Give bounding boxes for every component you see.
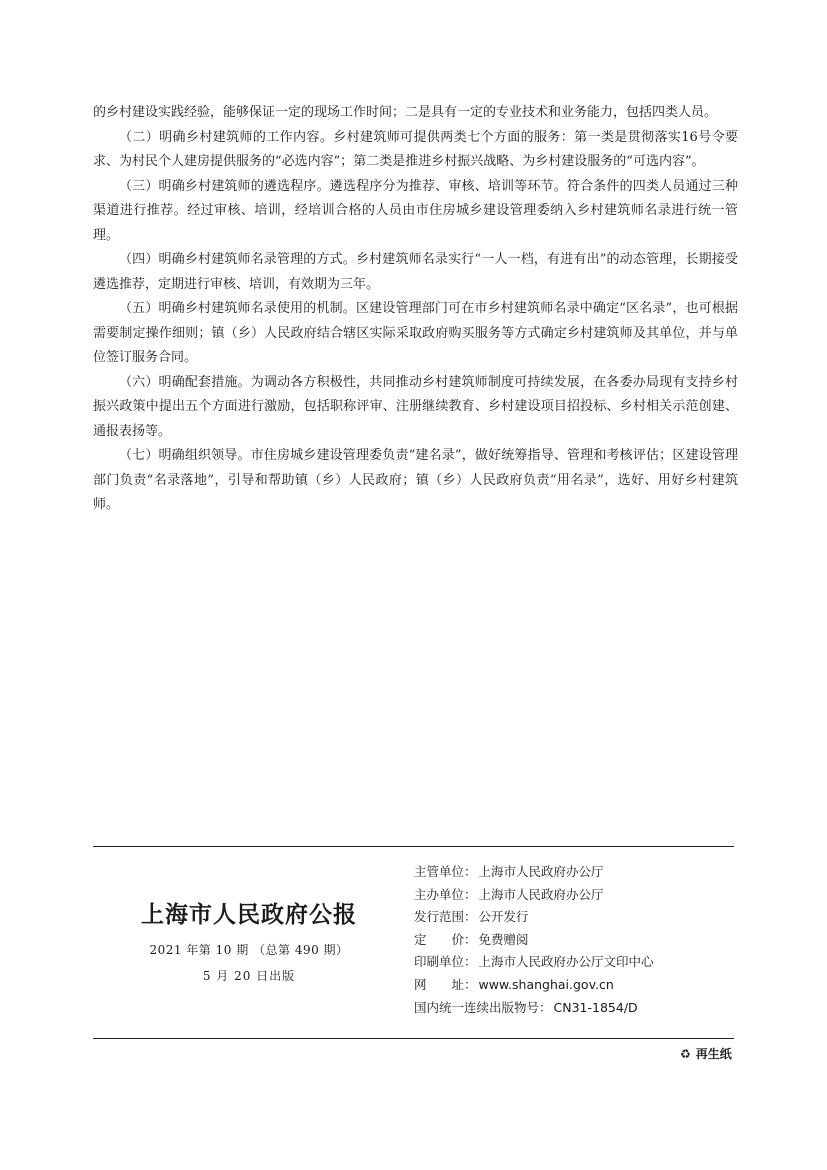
recycled-paper-label: 再生纸: [695, 1047, 732, 1061]
info-label: 印刷单位：: [414, 954, 477, 970]
info-printer: [414, 951, 654, 974]
issue-number: 2021 年第 10 期 （总第 490 期）: [149, 943, 349, 957]
paragraph-organization: （七）明确组织领导。市住房城乡建设管理委负责“建名录”，做好统筹指导、管理和考核评估；区建设管理部门负责“名录落地”，引导和帮助镇（乡）人民政府；镇（乡）人民政府负责“用名录”，选好、用好乡村建筑师。: [93, 448, 738, 512]
info-website: [414, 974, 654, 997]
paragraph-list-usage: （五）明确乡村建筑师名录使用的机制。区建设管理部门可在市乡村建筑师名录中确定“区名录”，也可根据需要制定操作细则；镇（乡）人民政府结合辖区实际采取政府购买服务等方式确定乡村建筑师及其单位，并与单位签订服务合同。: [93, 301, 738, 365]
colophon-top-rule: [93, 846, 734, 847]
info-value: 上海市人民政府办公厅: [478, 864, 604, 879]
info-label: 定 价：: [414, 931, 477, 947]
article-body: [93, 101, 738, 518]
info-scope: [414, 906, 654, 929]
info-sponsor: [414, 884, 654, 907]
paragraph-continuation: 的乡村建设实践经验，能够保证一定的现场工作时间；二是具有一定的专业技术和业务能力，包括四类人员。: [93, 105, 718, 120]
recycle-icon: ♻: [680, 1046, 691, 1061]
publication-info: [414, 861, 654, 1019]
publication-date: 5 月 20 日出版: [202, 969, 296, 983]
paragraph-work-content: （二）明确乡村建筑师的工作内容。乡村建筑师可提供两类七个方面的服务：第一类是贯彻落实16号令要求、为村民个人建房提供服务的“必选内容”；第二类是推进乡村振兴战略、为乡村建设服务的“可选内容”。: [93, 129, 738, 169]
paragraph-supporting-measures: （六）明确配套措施。为调动各方积极性，共同推动乡村建筑师制度可持续发展，在各委办局现有支持乡村振兴政策中提出五个方面进行激励，包括职称评审、注册继续教育、乡村建设项目招投标、乡村相关示范创建、通报表扬等。: [93, 374, 738, 439]
info-issn: [414, 997, 654, 1020]
info-value: www.shanghai.gov.cn: [478, 976, 614, 992]
recycled-paper-mark: [680, 1045, 732, 1062]
info-supervisor: [414, 861, 654, 884]
paragraph-selection-procedure: （三）明确乡村建筑师的遴选程序。遴选程序分为推荐、审核、培训等环节。符合条件的四类人员通过三种渠道进行推荐。经过审核、培训，经培训合格的人员由市住房城乡建设管理委纳入乡村建筑师名录进行统一管理。: [93, 178, 738, 243]
info-label: 发行范围：: [414, 909, 477, 925]
info-value: 公开发行: [478, 909, 529, 925]
info-label: 网 址：: [414, 976, 477, 992]
info-value: 上海市人民政府办公厅文印中心: [478, 954, 654, 970]
info-label: 主管单位：: [414, 864, 477, 879]
info-value: 免费赠阅: [478, 931, 529, 947]
info-value: CN31-1854/D: [553, 999, 638, 1015]
info-label: 主办单位：: [414, 886, 477, 902]
masthead: [118, 896, 380, 984]
paragraph-list-management: （四）明确乡村建筑师名录管理的方式。乡村建筑师名录实行“一人一档，有进有出”的动态管理，长期接受遴选推荐，定期进行审核、培训，有效期为三年。: [93, 252, 738, 292]
info-value: 上海市人民政府办公厅: [478, 886, 604, 902]
colophon-bottom-rule: [93, 1038, 734, 1039]
journal-title: 上海市人民政府公报: [141, 901, 357, 928]
info-price: [414, 929, 654, 952]
info-label: 国内统一连续出版物号：: [414, 999, 552, 1015]
